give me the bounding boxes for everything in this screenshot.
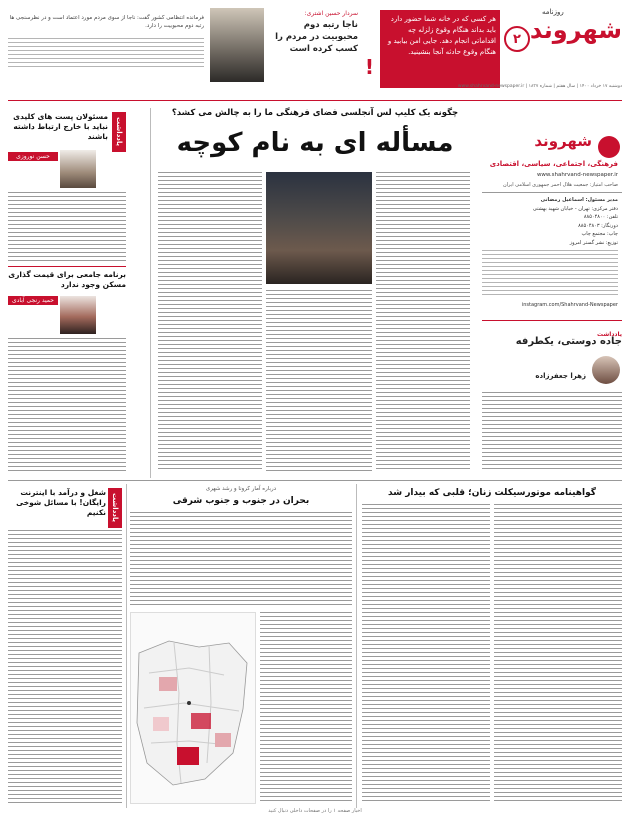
lead-col-middle — [266, 290, 372, 472]
sidebar-divider — [482, 192, 622, 193]
bottom-right-col-1 — [494, 504, 622, 804]
bottom-left-body — [8, 530, 122, 804]
red-crescent-icon — [598, 136, 620, 158]
bottom-right-col-2 — [362, 504, 490, 804]
bottom-middle-kicker: درباره آمار کرونا و رشد شهری — [205, 486, 277, 492]
logo: شهروند — [529, 16, 622, 44]
footer-note: اخبار صفحه ۱ را در صفحات داخلی دنبال کنید — [268, 808, 362, 814]
right-note-body — [482, 392, 622, 472]
top-left-lines — [8, 38, 204, 68]
left-item-2-photo — [60, 296, 96, 334]
colophon-fax: دورنگار: ۸۸۵۰۴۸۰۳ — [578, 222, 618, 229]
notes-tag-bar — [482, 320, 622, 338]
lead-kicker: چگونه یک کلیپ لس آنجلسی فضای فرهنگی ما را به چالش می کشد؟ — [171, 108, 459, 118]
right-note-author: زهرا جعفرزاده — [535, 372, 586, 380]
date-line: دوشنبه ۱۷ خرداد ۱۴۰۰ | سال هفتم | شماره ۱۸۳۷ | www.shahrvand-newspaper.ir — [457, 84, 622, 89]
promo-text: هر کسی که در خانه شما حضور دارد باید بداند هنگام وقوع زلزله چه اقداماتی انجام دهد. جایی امن بیابید و هنگام وقوع حادثه آنجا بنشینید. — [387, 15, 496, 56]
left-divider — [8, 266, 126, 267]
bottom-divider — [8, 480, 622, 481]
lead-col-right — [376, 172, 470, 472]
left-item-2-title: برنامه جامعی برای قیمت گذاری مسکن وجود ندارد — [8, 270, 126, 289]
instagram-link[interactable]: instagram.com/Shahrvand-Newspaper — [521, 302, 618, 308]
brand-site[interactable]: www.shahrvand-newspaper.ir — [536, 172, 618, 178]
brand-name: شهروند — [534, 132, 592, 150]
tehran-map-svg — [129, 613, 255, 805]
left-item-2[interactable] — [8, 270, 126, 290]
promo-number-badge: ۲ — [504, 26, 530, 52]
bottom-left-rule — [126, 484, 127, 808]
left-item-1-body — [8, 192, 126, 262]
quote-author: سردار حسین اشتری: — [304, 10, 358, 17]
right-sidebar — [482, 104, 622, 316]
notes-tag: یادداشت — [597, 331, 622, 338]
colophon-phone: تلفن: ۸۸۵۰۴۸۰۰ — [583, 214, 618, 220]
left-item-1-photo — [60, 150, 96, 188]
left-column-rule — [150, 108, 151, 478]
brand-org: صاحب امتیاز: جمعیت هلال احمر جمهوری اسلامی ایران — [502, 182, 618, 188]
brand-tagline: فرهنگی، اجتماعی، سیاسی، اقتصادی — [489, 160, 618, 168]
logo-block — [529, 8, 622, 78]
colophon-office: دفتر مرکزی: تهران - خیابان شهید بهشتی — [532, 205, 618, 212]
left-item-2-author: حمید رنجی آبادی — [8, 296, 58, 305]
quote-box[interactable] — [268, 10, 358, 90]
bottom-middle-text-right — [260, 612, 352, 804]
colophon-lines — [482, 250, 618, 298]
bottom-middle-title[interactable]: بحران در جنوب و جنوب شرقی — [172, 496, 310, 506]
bottom-middle-text — [130, 512, 352, 608]
promo-box[interactable] — [380, 10, 500, 88]
bottom-right-title[interactable]: گواهینامه موتورسیکلت زنان؛ قلبی که بیدار شد — [388, 488, 596, 498]
colophon-distribution: توزیع: نشر گستر امروز — [569, 239, 618, 246]
alert-icon: ! — [364, 55, 374, 79]
top-divider — [8, 100, 622, 101]
col-tag: یادداشت — [112, 112, 126, 152]
lead-col-left — [158, 172, 262, 472]
colophon-heading: مدیر مسئول: اسماعیل رمضانی — [540, 197, 618, 203]
colophon-print: چاپ: مجتمع چاپ — [581, 231, 618, 237]
left-item-1[interactable] — [8, 112, 108, 142]
tehran-map — [130, 612, 256, 804]
bottom-left-title[interactable]: شغل و درآمد با اینترنت رایگان! با مسائل شوخی نکنیم — [16, 488, 106, 517]
masthead — [0, 0, 630, 100]
lead-headline[interactable]: مسأله ای به نام کوچه — [176, 128, 454, 158]
colophon — [482, 196, 618, 247]
right-note-title[interactable]: جاده دوستی، یکطرفه — [515, 336, 622, 347]
bottom-left-tag: یادداشت — [108, 488, 122, 528]
quote-text: ناجا رتبه دوم محبوبیت در مردم را کسب کرده است — [275, 20, 358, 54]
left-item-1-author: حسن نوروزی — [8, 152, 58, 161]
author-avatar — [592, 356, 620, 384]
bottom-middle-rule — [356, 484, 357, 808]
top-left-text: فرمانده انتظامی کشور گفت: ناجا از سوی مردم مورد اعتماد است و در نظرسنجی ها رتبه دوم محبوبیت را دارد. — [9, 15, 204, 29]
lead-photo — [266, 172, 372, 284]
left-item-1-title: مسئولان پست های کلیدی نباید با خارج ارتباط داشته باشند — [13, 112, 108, 141]
left-item-2-body — [8, 338, 126, 472]
officer-portrait — [210, 8, 264, 82]
logo-prefix: روزنامه — [542, 8, 564, 16]
